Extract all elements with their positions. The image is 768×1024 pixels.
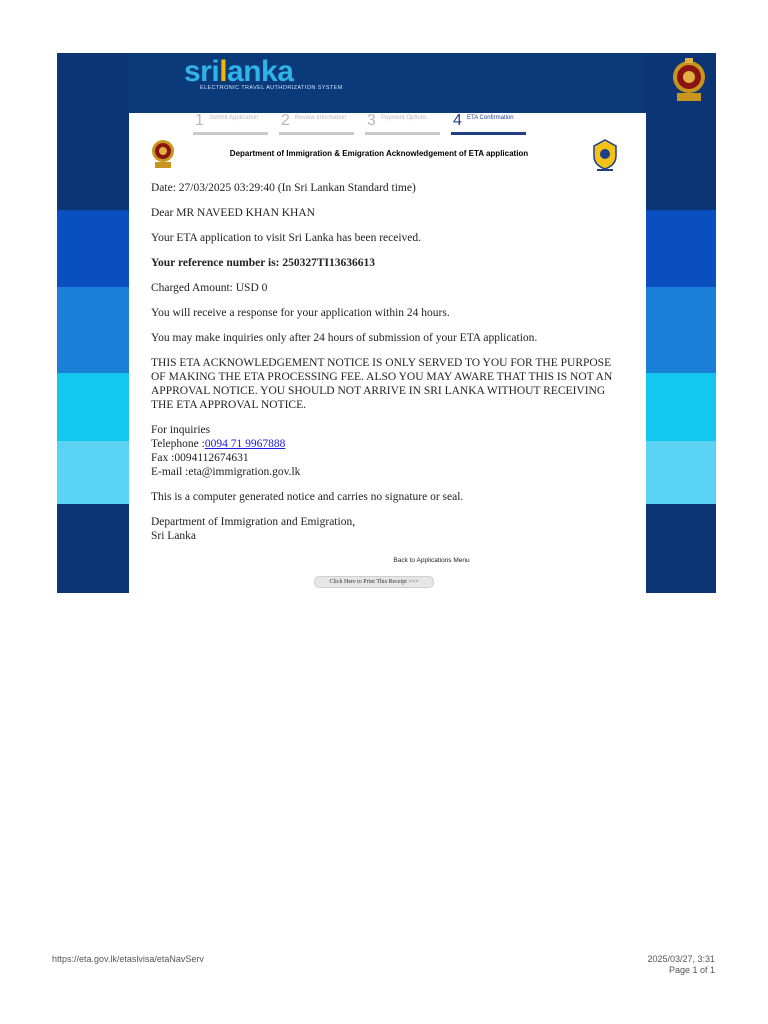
progress-steps: [193, 113, 581, 133]
inquiries-heading: For inquiries: [151, 424, 211, 436]
greeting: Dear MR NAVEED KHAN KHAN: [151, 207, 315, 219]
department-signoff: [151, 515, 621, 543]
received-line: Your ETA application to visit Sri Lanka has been received.: [151, 232, 422, 244]
step-number: 4: [453, 112, 462, 129]
department-country: Sri Lanka: [151, 530, 197, 542]
page-frame: [57, 53, 716, 593]
email-line: E-mail :eta@immigration.gov.lk: [151, 466, 301, 478]
footer-url: https://eta.gov.lk/etaslvisa/etaNavServ: [52, 954, 204, 964]
acknowledgement-body: [151, 181, 621, 554]
logo-subtitle: ELECTRONIC TRAVEL AUTHORIZATION SYSTEM: [200, 85, 343, 91]
telephone-link[interactable]: 0094 71 9967888: [204, 438, 286, 450]
reference-number: Your reference number is: 250327TI13636613: [151, 257, 376, 269]
print-datetime: 2025/03/27, 3:31: [647, 954, 715, 964]
national-emblem-icon: [671, 57, 707, 105]
step-review: [279, 113, 354, 135]
date-line: Date: 27/03/2025 03:29:40 (In Sri Lankan Standard time): [151, 182, 416, 194]
step-label: ETA Confirmation: [467, 115, 514, 121]
step-payment: [365, 113, 440, 135]
fax-line: Fax :0094112674631: [151, 452, 249, 464]
immigration-emblem-icon: [591, 138, 619, 172]
footer-meta: [647, 954, 715, 976]
computer-generated-notice: This is a computer generated notice and carries no signature or seal.: [151, 491, 464, 503]
page-number: Page 1 of 1: [668, 965, 715, 975]
step-confirmation: [451, 113, 526, 135]
acknowledgement-panel: [129, 113, 646, 593]
inquiries-note: You may make inquiries only after 24 hours of submission of your ETA application.: [151, 332, 538, 344]
step-label: Payment Options: [381, 115, 428, 121]
step-number: 1: [195, 112, 204, 129]
approval-warning: THIS ETA ACKNOWLEDGEMENT NOTICE IS ONLY SERVED TO YOU FOR THE PURPOSE OF MAKING THE ETA PROCESSING FEE. ALSO YOU MAY AWARE THAT THIS IS NOT AN APPROVAL NOTICE. YOU SHOULD NOT ARRIVE IN SRI LANKA WITHOUT RECEIVING THE ETA APPROVAL NOTICE.: [151, 357, 613, 411]
contact-block: [151, 423, 621, 479]
step-submit: [193, 113, 268, 135]
response-line: You will receive a response for your application within 24 hours.: [151, 307, 450, 319]
step-number: 3: [367, 112, 376, 129]
srilanka-logo: srilanka: [184, 55, 294, 88]
step-number: 2: [281, 112, 290, 129]
telephone-label: Telephone :: [151, 438, 205, 450]
print-receipt-button[interactable]: Click Here to Print This Receipt >>>: [314, 576, 434, 588]
charged-amount: Charged Amount: USD 0: [151, 282, 268, 294]
back-to-applications-link[interactable]: Back to Applications Menu: [393, 557, 470, 564]
step-label: Review Information: [295, 115, 347, 121]
department-name: Department of Immigration and Emigration,: [151, 516, 356, 528]
header-banner: [129, 53, 646, 113]
acknowledgement-title: Department of Immigration & Emigration Acknowledgement of ETA application: [229, 149, 529, 158]
step-label: Submit Application: [209, 115, 259, 121]
